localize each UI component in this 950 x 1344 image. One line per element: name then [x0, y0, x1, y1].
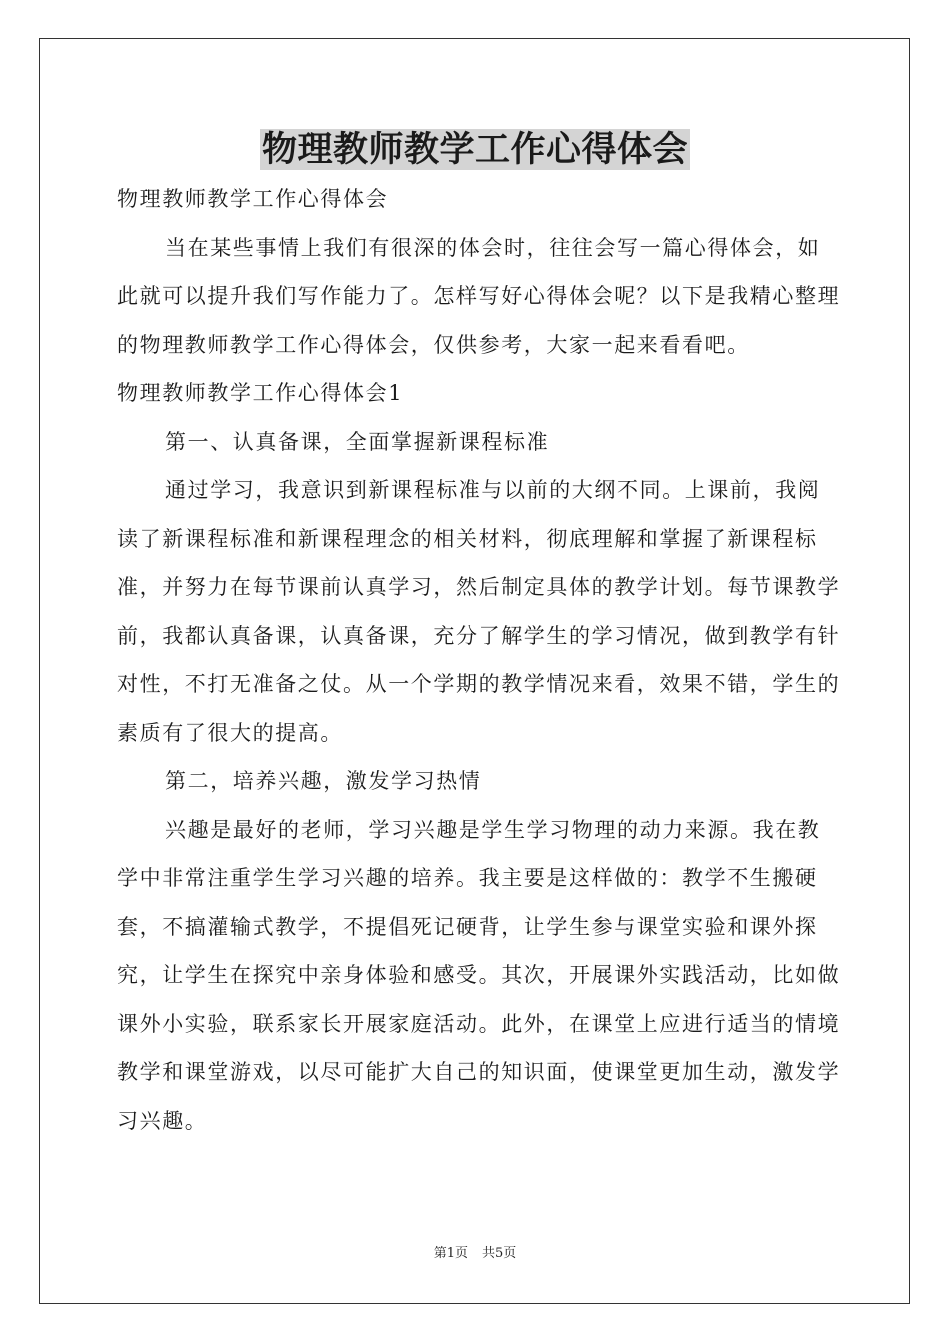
document-title: [0, 126, 950, 174]
paragraph: 当在某些事情上我们有很深的体会时，往往会写一篇心得体会，如此就可以提升我们写作能力了。怎样写好心得体会呢？以下是我精心整理的物理教师教学工作心得体会，仅供参考，大家一起来看看吧。: [117, 235, 841, 357]
paragraph: 兴趣是最好的老师，学习兴趣是学生学习物理的动力来源。我在教学中非常注重学生学习兴趣的培养。我主要是这样做的：教学不生搬硬套，不搞灌输式教学，不提倡死记硬背，让学生参与课堂实验和课外探究，让学生在探究中亲身体验和感受。其次，开展课外实践活动，比如做课外小实验，联系家长开展家庭活动。此外，在课堂上应进行适当的情境教学和课堂游戏，以尽可能扩大自己的知识面，使课堂更加生动，激发学习兴趣。: [117, 817, 841, 1133]
title-text: 物理教师教学工作心得体会: [261, 129, 688, 170]
total-pages: 共5页: [482, 1246, 517, 1261]
current-page-number: 第1页: [433, 1246, 468, 1261]
page-footer: [0, 1244, 950, 1264]
paragraph: 通过学习，我意识到新课程标准与以前的大纲不同。上课前，我阅读了新课程标准和新课程理念的相关材料，彻底理解和掌握了新课程标准，并努力在每节课前认真学习，然后制定具体的教学计划。每节课教学前，我都认真备课，认真备课，充分了解学生的学习情况，做到教学有针对性，不打无准备之仗。从一个学期的教学情况来看，效果不错，学生的素质有了很大的提高。: [117, 478, 841, 745]
paragraph: 第一、认真备课，全面掌握新课程标准: [165, 429, 550, 454]
paragraph: 物理教师教学工作心得体会: [117, 187, 389, 211]
section-heading: 物理教师教学工作心得体会1: [117, 381, 404, 405]
document-body: [117, 175, 841, 1145]
paragraph: 第二，培养兴趣，激发学习热情: [165, 769, 482, 793]
